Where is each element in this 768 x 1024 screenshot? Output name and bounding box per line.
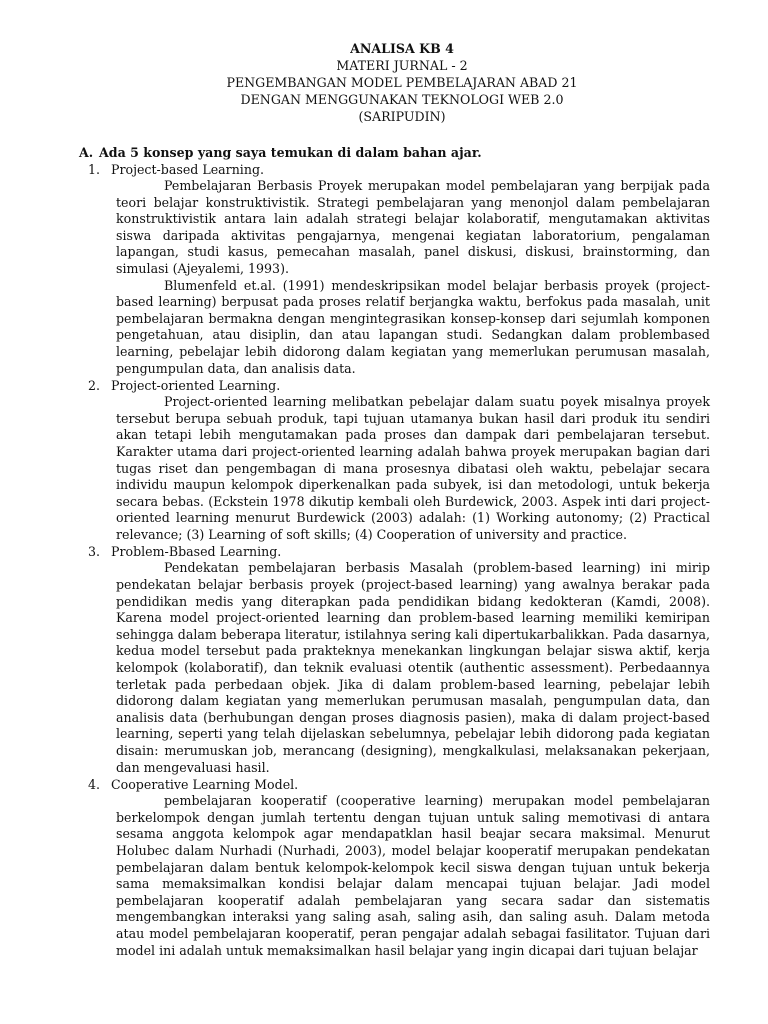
item-number: 4. (88, 777, 101, 793)
item-title-text: Project-oriented Learning. (111, 378, 281, 394)
document-subtitle-2: PENGEMBANGAN MODEL PEMBELAJARAN ABAD 21 (226, 75, 578, 90)
document-subtitle-3: DENGAN MENGGUNAKAN TEKNOLOGI WEB 2.0 (240, 92, 564, 107)
item-title-text: Cooperative Learning Model. (111, 777, 299, 793)
item-title (88, 161, 704, 178)
item-title-text: Project-based Learning. (111, 162, 265, 177)
list-item-2 (88, 377, 710, 543)
paragraph: Blumenfeld et.al. (1991) mendeskripsikan model belajar berbasis proyek (project-based learning) berpusat pada proses relatif berjangka waktu, berfokus pada masalah, unit pembelajaran bermakna dengan mengintegrasikan konsep-konsep dari sejumlah komponen pengetahuan, atau disiplin, dan atau lapangan studi. Sedangkan dalam problembased learning, pebelajar lebih didorong dalam kegiatan yang memerlukan perumusan masalah, pengumpulan data, dan analisis data. (116, 277, 710, 376)
paragraph: Pembelajaran Berbasis Proyek merupakan model pembelajaran yang berpijak pada teori belajar konstruktivistik. Strategi pembelajaran yang menonjol dalam pembelajaran konstruktivistik antara lain adalah strategi belajar kolaboratif, mengutamakan aktivitas siswa daripada aktivitas pengajarnya, mengenai kegiatan laboratorium, pengalaman lapangan, studi kasus, pemecahan masalah, panel diskusi, diskusi, brainstorming, dan simulasi (Ajeyalemi, 1993). (116, 178, 710, 276)
paragraph: pembelajaran kooperatif (cooperative learning) merupakan model pembelajaran berkelompok dengan jumlah tertentu dengan tujuan untuk saling memotivasi di antara sesama anggota kelompok agar mendapatklan hasil beajar secara maksimal. Menurut Holubec dalam Nurhadi (Nurhadi, 2003), model belajar kooperatif merupakan pendekatan pembelajaran dalam bentuk kelompok-kelompok kecil siswa dengan tujuan untuk bekerja sama memaksimalkan kondisi belajar dalam mencapai tujuan belajar. Jadi model pembelajaran kooperatif adalah pembelajaran yang secara sadar dan sistematis mengembangkan interaksi yang saling asah, saling asih, dan saling asuh. Dalam metoda atau model pembelajaran kooperatif, peran pengajar adalah sebagai fasilitator. Tujuan dari model ini adalah untuk memaksimalkan hasil belajar yang ingin dicapai dari tujuan belajar (116, 793, 710, 958)
item-number: 3. (88, 544, 101, 560)
item-number: 1. (88, 162, 101, 177)
paragraph: Project-oriented learning melibatkan pebelajar dalam suatu poyek misalnya proyek tersebut berupa sebuah produk, tapi tujuan utamanya bukan hasil dari produk itu sendiri akan tetapi lebih mengutamakan pada proses dan dampak dari pembelajaran tersebut. Karakter utama dari project-oriented learning adalah bahwa proyek merupakan bagian dari tugas riset dan pengembagan di mana prosesnya dibatasi oleh waktu, pebelajar secara individu maupun kelompok diperkenalkan pada subyek, isi dan metodologi, untuk bekerja secara bebas. (Eckstein 1978 dikutip kembali oleh Burdewick, 2003. Aspek inti dari project-oriented learning menurut Burdewick (2003) adalah: (1) Working autonomy; (2) Practical relevance; (3) Learning of soft skills; (4) Cooperation of university and practice. (116, 394, 710, 542)
paragraph: Pendekatan pembelajaran berbasis Masalah (problem-based learning) ini mirip pendekatan belajar berbasis proyek (project-based learning) yang awalnya berakar pada pendidikan medis yang diterapkan pada pendidikan bidang kedokteran (Kamdi, 2008). Karena model project-oriented learning dan problem-based learning memiliki kemiripan sehingga dalam beberapa literatur, istilahnya sering kali dipertukarbalikkan. Pada dasarnya, kedua model tersebut pada prakteknya menekankan lingkungan belajar siswa aktif, kerja kelompok (kolaboratif), dan teknik evaluasi otentik (authentic assessment). Perbedaannya terletak pada perbedaan objek. Jika di dalam problem-based learning, pebelajar lebih didorong dalam kegiatan yang memerlukan perumusan masalah, pengumpulan data, dan analisis data (berhubungan dengan proses diagnosis pasien), maka di dalam project-based learning, seperti yang telah dijelaskan sebelumnya, pebelajar lebih didorong pada kegiatan disain: merumuskan job, merancang (designing), mengkalkulasi, melaksanakan pekerjaan, dan mengevaluasi hasil. (116, 560, 710, 775)
document-subtitle-1: MATERI JURNAL - 2 (336, 58, 468, 73)
item-number: 2. (88, 378, 101, 394)
section-heading (79, 144, 695, 161)
title-block (94, 40, 710, 125)
item-title-text: Problem-Bbased Learning. (111, 544, 282, 560)
item-title (88, 776, 704, 793)
section-heading-text: Ada 5 konsep yang saya temukan di dalam bahan ajar. (99, 145, 482, 160)
section-letter: A. (79, 145, 94, 160)
document-author: (SARIPUDIN) (358, 109, 446, 124)
item-title (88, 543, 704, 560)
list-item-1 (88, 161, 710, 377)
item-title (88, 377, 704, 394)
document-title: ANALISA KB 4 (350, 41, 454, 56)
list-item-4 (88, 776, 710, 959)
list-item-3 (88, 543, 710, 776)
